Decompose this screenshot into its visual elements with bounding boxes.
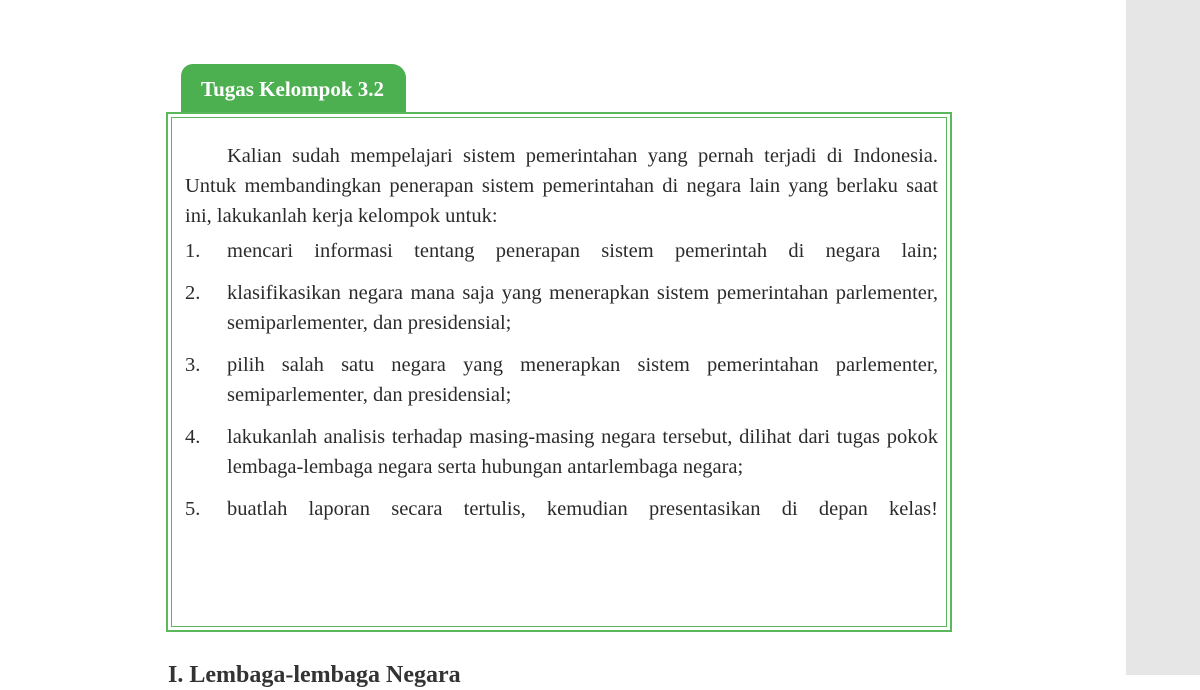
- task-item-text: pilih salah satu negara yang menerapkan sistem pemerintahan parlementer, semiparlementer, dan presidensial;: [227, 354, 938, 406]
- task-item-text: klasifikasikan negara mana saja yang menerapkan sistem pemerintahan parlementer, semiparlementer, dan presidensial;: [227, 282, 938, 334]
- next-section-heading: I. Lembaga-lembaga Negara: [168, 662, 461, 688]
- task-item-number: 1.: [185, 240, 201, 262]
- task-item-text: mencari informasi tentang penerapan sistem pemerintah di negara lain;: [227, 240, 938, 262]
- task-item: [185, 494, 938, 524]
- task-item: [185, 236, 938, 266]
- task-item-number: 3.: [185, 354, 201, 376]
- task-item-number: 4.: [185, 426, 201, 448]
- task-intro: Kalian sudah mempelajari sistem pemerintahan yang pernah terjadi di Indonesia. Untuk membandingkan penerapan sistem pemerintahan di negara lain yang berlaku saat ini, lakukanlah kerja kelompok untuk:: [185, 145, 938, 227]
- task-list: [185, 236, 938, 524]
- task-item-number: 5.: [185, 498, 201, 520]
- task-content: [185, 141, 938, 536]
- task-title-tab: Tugas Kelompok 3.2: [181, 64, 406, 112]
- task-item-number: 2.: [185, 282, 201, 304]
- task-item-text: buatlah laporan secara tertulis, kemudian presentasikan di depan kelas!: [227, 498, 938, 520]
- side-panel: [1126, 0, 1200, 675]
- task-item-text: lakukanlah analisis terhadap masing-masing negara tersebut, dilihat dari tugas pokok lembaga-lembaga negara serta hubungan antarlembaga negara;: [227, 426, 938, 478]
- task-item: [185, 350, 938, 410]
- task-item: [185, 278, 938, 338]
- task-item: [185, 422, 938, 482]
